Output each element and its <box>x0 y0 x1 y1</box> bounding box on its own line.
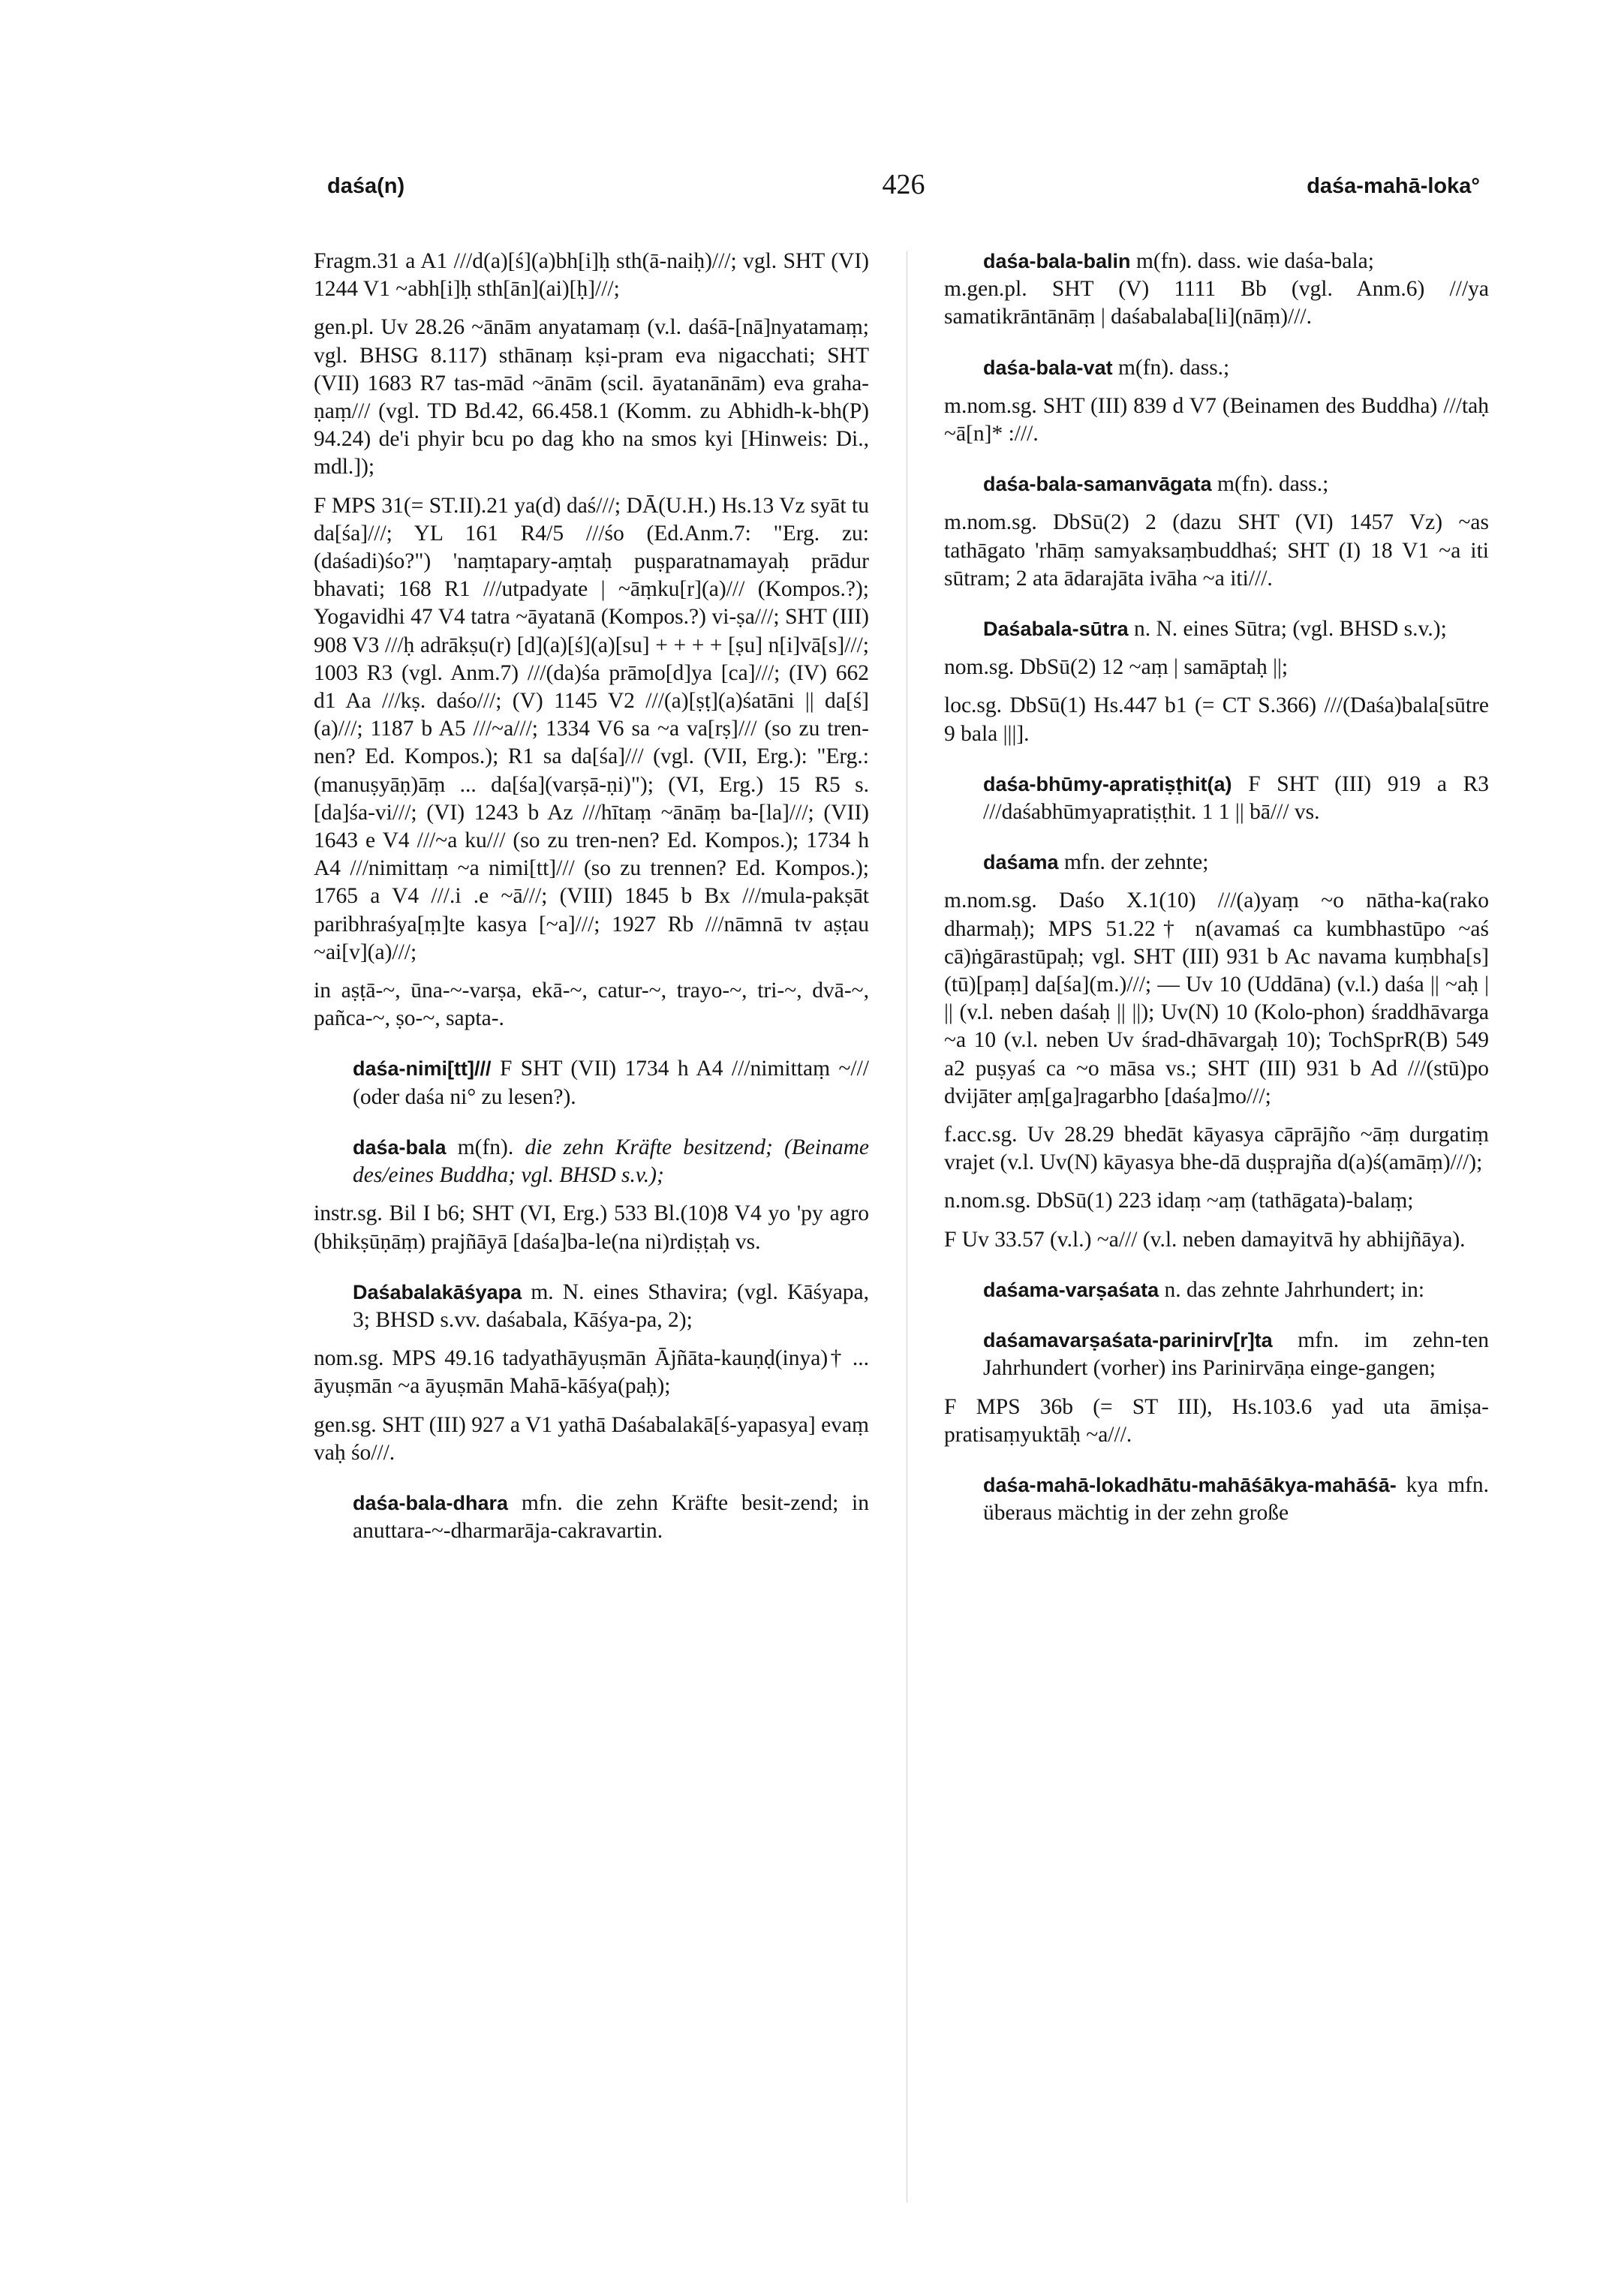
lemma: Daśabala-sūtra <box>983 618 1129 641</box>
entry-text: n. N. eines Sūtra; (vgl. BHSD s.v.); <box>1133 617 1447 642</box>
entry-heading <box>944 1327 1489 1382</box>
paragraph: F Uv 33.57 (v.l.) ~a/// (v.l. neben damayitvā hy abhijñāya). <box>944 1227 1466 1252</box>
lemma: daśa-mahā-lokadhātu-mahāśākya-mahāśā- <box>983 1473 1397 1496</box>
paragraph: m.nom.sg. SHT (III) 839 d V7 (Beinamen des Buddha) ///taḥ ~ā[n]* :///. <box>944 393 1489 446</box>
paragraph: Fragm.31 a A1 ///d(a)[ś](a)bh[i]ḥ sth(ā-naiḥ)///; vgl. SHT (VI) 1244 V1 ~abh[i]ḥ sth[ān](ai)[ḥ]///; <box>314 249 869 302</box>
entry-heading <box>944 849 1489 876</box>
paragraph: loc.sg. DbSū(1) Hs.447 b1 (= CT S.366) ///(Daśa)bala[sūtre 9 bala |||]. <box>944 693 1489 746</box>
entry-heading <box>314 1055 869 1111</box>
entry-heading <box>944 1472 1489 1527</box>
lemma: daśa-bhūmy-apratiṣṭhit(a) <box>983 772 1232 795</box>
page-number: 426 <box>882 169 925 200</box>
paragraph: m.gen.pl. SHT (V) 1111 Bb (vgl. Anm.6) ///ya samatikrāntānāṃ | daśabalaba[li](nāṃ)///. <box>944 277 1489 329</box>
entry-heading <box>944 471 1489 498</box>
page-header <box>327 169 1480 212</box>
running-head-left: daśa(n) <box>327 174 405 198</box>
lemma: daśa-nimi[tt]/// <box>353 1057 492 1081</box>
lemma: daśa-bala <box>353 1135 447 1159</box>
paragraph: instr.sg. Bil I b6; SHT (VI, Erg.) 533 Bl.(10)8 V4 yo 'py agro (bhikṣūṇāṃ) prajñāyā [daśa]ba-le(na ni)rdiṣṭaḥ vs. <box>314 1201 869 1254</box>
entry-heading <box>314 1279 869 1334</box>
lemma: daśa-bala-samanvāgata <box>983 473 1212 496</box>
entry-text: F SHT (VII) 1734 h A4 ///nimittaṃ ~/// (oder daśa ni° zu lesen?). <box>353 1057 869 1109</box>
paragraph: F MPS 31(= ST.II).21 ya(d) daś///; DĀ(U.H.) Hs.13 Vz syāt tu da[śa]///; YL 161 R4/5 ///śo (Ed.Anm.7: "Erg. zu: (daśadi)śo?") 'naṃtapary-aṃtaḥ puṣparatnamayaḥ prādur bhavati; 168 R1 ///utpadyate | ~āṃku[r](a)/// (Kompos.?); Yogavidhi 47 V4 tatra ~āyatanā (Kompos.?) vi-ṣa///; SHT (III) 908 V3 ///ḥ adrākṣu(r) [d](a)[ś](a)[su] + + + + [ṣu] n[i]vā[s]///; 1003 R3 (vgl. Anm.7) ///(da)śa prāmo[d]ya [ca]///; (IV) 662 d1 Aa ///kṣ. daśo///; (V) 1145 V2 ///(a)[ṣṭ](a)śatāni || da[ś](a)///; 1187 b A5 ///~a///; 1334 V6 sa ~a va[rṣ]/// (so zu tren-nen? Ed. Kompos.); R1 sa da[śa]/// (vgl. (VII, Erg.): "Erg.: (manuṣyāṇ)āṃ ... da[śa](varṣā-ṇi)"); (VI, Erg.) 15 R5 s. [da]śa-vi///; (VI) 1243 b Az ///hītaṃ ~ānāṃ ba-[la]///; (VII) 1643 e V4 ///~a ku/// (so zu tren-nen? Ed. Kompos.); 1734 h A4 ///nimittaṃ ~a nimi[tt]/// (so zu trennen? Ed. Kompos.); 1765 a V4 ///.i .e ~ā///; (VIII) 1845 b Bx ///mula-pakṣāt paribhraśya[ṃ]te kasya [~a]///; 1927 Rb ///nāmnā tv aṣṭau ~ai[v](a)///; <box>314 493 869 964</box>
paragraph: F MPS 36b (= ST III), Hs.103.6 yad uta āmiṣa-pratisaṃyuktāḥ ~a///. <box>944 1394 1489 1447</box>
lemma: daśa-bala-balin <box>983 250 1131 272</box>
right-column <box>944 248 1489 1527</box>
entry-text: m(fn). dass.; <box>1117 355 1230 380</box>
paragraph: gen.sg. SHT (III) 927 a V1 yathā Daśabalakā[ś-yapasya] evaṃ vaḥ śo///. <box>314 1412 869 1465</box>
paragraph: nom.sg. MPS 49.16 tadyathāyuṣmān Ājñāta-kauṇḍ(inya)† ... āyuṣmān ~a āyuṣmān Mahā-kāśya(paḥ); <box>314 1346 869 1399</box>
lemma: daśamavarṣaśata-parinirv[r]ta <box>983 1329 1273 1352</box>
paragraph: nom.sg. DbSū(2) 12 ~aṃ | samāptaḥ ||; <box>944 655 1289 680</box>
entry-heading <box>944 771 1489 826</box>
paragraph: in aṣṭā-~, ūna-~-varṣa, ekā-~, catur-~, trayo-~, tri-~, dvā-~, pañca-~, ṣo-~, sapta-. <box>314 979 869 1031</box>
definition: die zehn Kräfte besitzend; (Beiname des/eines Buddha; vgl. BHSD s.v.); <box>353 1135 869 1188</box>
paragraph: f.acc.sg. Uv 28.29 bhedāt kāyasya cāprājño ~āṃ durgatiṃ vrajet (v.l. Uv(N) kāyasya bhe-dā duṣprajña d(a)ś(amāṃ)///); <box>944 1123 1489 1175</box>
entry-text: kya mfn. überaus mächtig in der zehn große <box>983 1472 1489 1526</box>
part-of-speech: m(fn). <box>457 1135 514 1159</box>
lemma: Daśabalakāśyapa <box>353 1280 522 1303</box>
paragraph: n.nom.sg. DbSū(1) 223 idaṃ ~aṃ (tathāgata)-balaṃ; <box>944 1189 1414 1213</box>
entry-text: mfn. im zehn-ten Jahrhundert (vorher) ins Parinirvāṇa einge-gangen; <box>983 1328 1490 1381</box>
entry-heading <box>944 354 1489 382</box>
lemma: daśama-varṣaśata <box>983 1278 1159 1301</box>
paragraph: gen.pl. Uv 28.26 ~ānām anyatamaṃ (v.l. daśā-[nā]nyatamaṃ; vgl. BHSG 8.117) sthānaṃ kṣi-pram eva nigacchati; SHT (VII) 1683 R7 tas-mād ~ānām (scil. āyatanānām) eva graha-ṇaṃ/// (vgl. TD Bd.42, 66.458.1 (Komm. zu Abhidh-k-bh(P) 94.24) de'i phyir bcu po dag kho na smos kyi [Hinweis: Di., mdl.]); <box>314 315 869 480</box>
paragraph: m.nom.sg. Daśo X.1(10) ///(a)yaṃ ~o nātha-ka(rako dharmaḥ); MPS 51.22† n(avamaś ca kumbhastūpo ~aś cā)ṅgārastūpaḥ; vgl. SHT (III) 931 b Ac navama kuṃbha[s](tū)[paṃ] da[śa](m.)///; — Uv 10 (Uddāna) (v.l.) daśa || ~aḥ | || (v.l. neben daśaḥ || ||); Uv(N) 10 (Kolo-phon) śraddhāvarga ~a 10 (v.l. neben Uv śrad-dhāvargaḥ 10); TochSprR(B) 549 a2 puṣyaś ca ~o māsa vs.; SHT (III) 931 b Ad ///(stū)po dvijāter aṃ[ga]ragarbho [daśa]mo///; <box>944 888 1489 1108</box>
entry-text: m. N. eines Sthavira; (vgl. Kāśyapa, 3; BHSD s.vv. daśabala, Kāśya-pa, 2); <box>353 1279 870 1332</box>
entry-text: n. das zehnte Jahrhundert; in: <box>1164 1277 1425 1302</box>
running-head-right: daśa-mahā-loka° <box>1307 174 1480 198</box>
left-column <box>314 248 869 1545</box>
entry-text: mfn. die zehn Kräfte besit-zend; in anuttara-~-dharmarāja-cakravartin. <box>353 1490 869 1544</box>
paragraph: m.nom.sg. DbSū(2) 2 (dazu SHT (VI) 1457 Vz) ~as tathāgato 'rhāṃ samyaksaṃbuddhaś; SHT (I) 18 V1 ~a iti sūtram; 2 ata ādarajāta ivāha ~a iti///. <box>944 510 1489 591</box>
entry-text: m(fn). dass. wie daśa-bala; <box>1135 249 1374 273</box>
entry-text: F SHT (III) 919 a R3 ///daśabhūmyapratiṣṭhit. 1 1 || bā/// vs. <box>983 771 1490 825</box>
entry-heading <box>944 248 1489 275</box>
entry-heading <box>314 1490 869 1545</box>
entry-heading <box>944 1276 1489 1304</box>
lemma: daśa-bala-vat <box>983 356 1113 379</box>
entry-text: m(fn). dass.; <box>1217 472 1329 497</box>
lemma: daśama <box>983 851 1059 874</box>
entry-heading <box>314 1134 869 1189</box>
entry-text: mfn. der zehnte; <box>1063 850 1209 875</box>
lemma: daśa-bala-dhara <box>353 1491 509 1514</box>
entry-heading <box>944 615 1489 643</box>
